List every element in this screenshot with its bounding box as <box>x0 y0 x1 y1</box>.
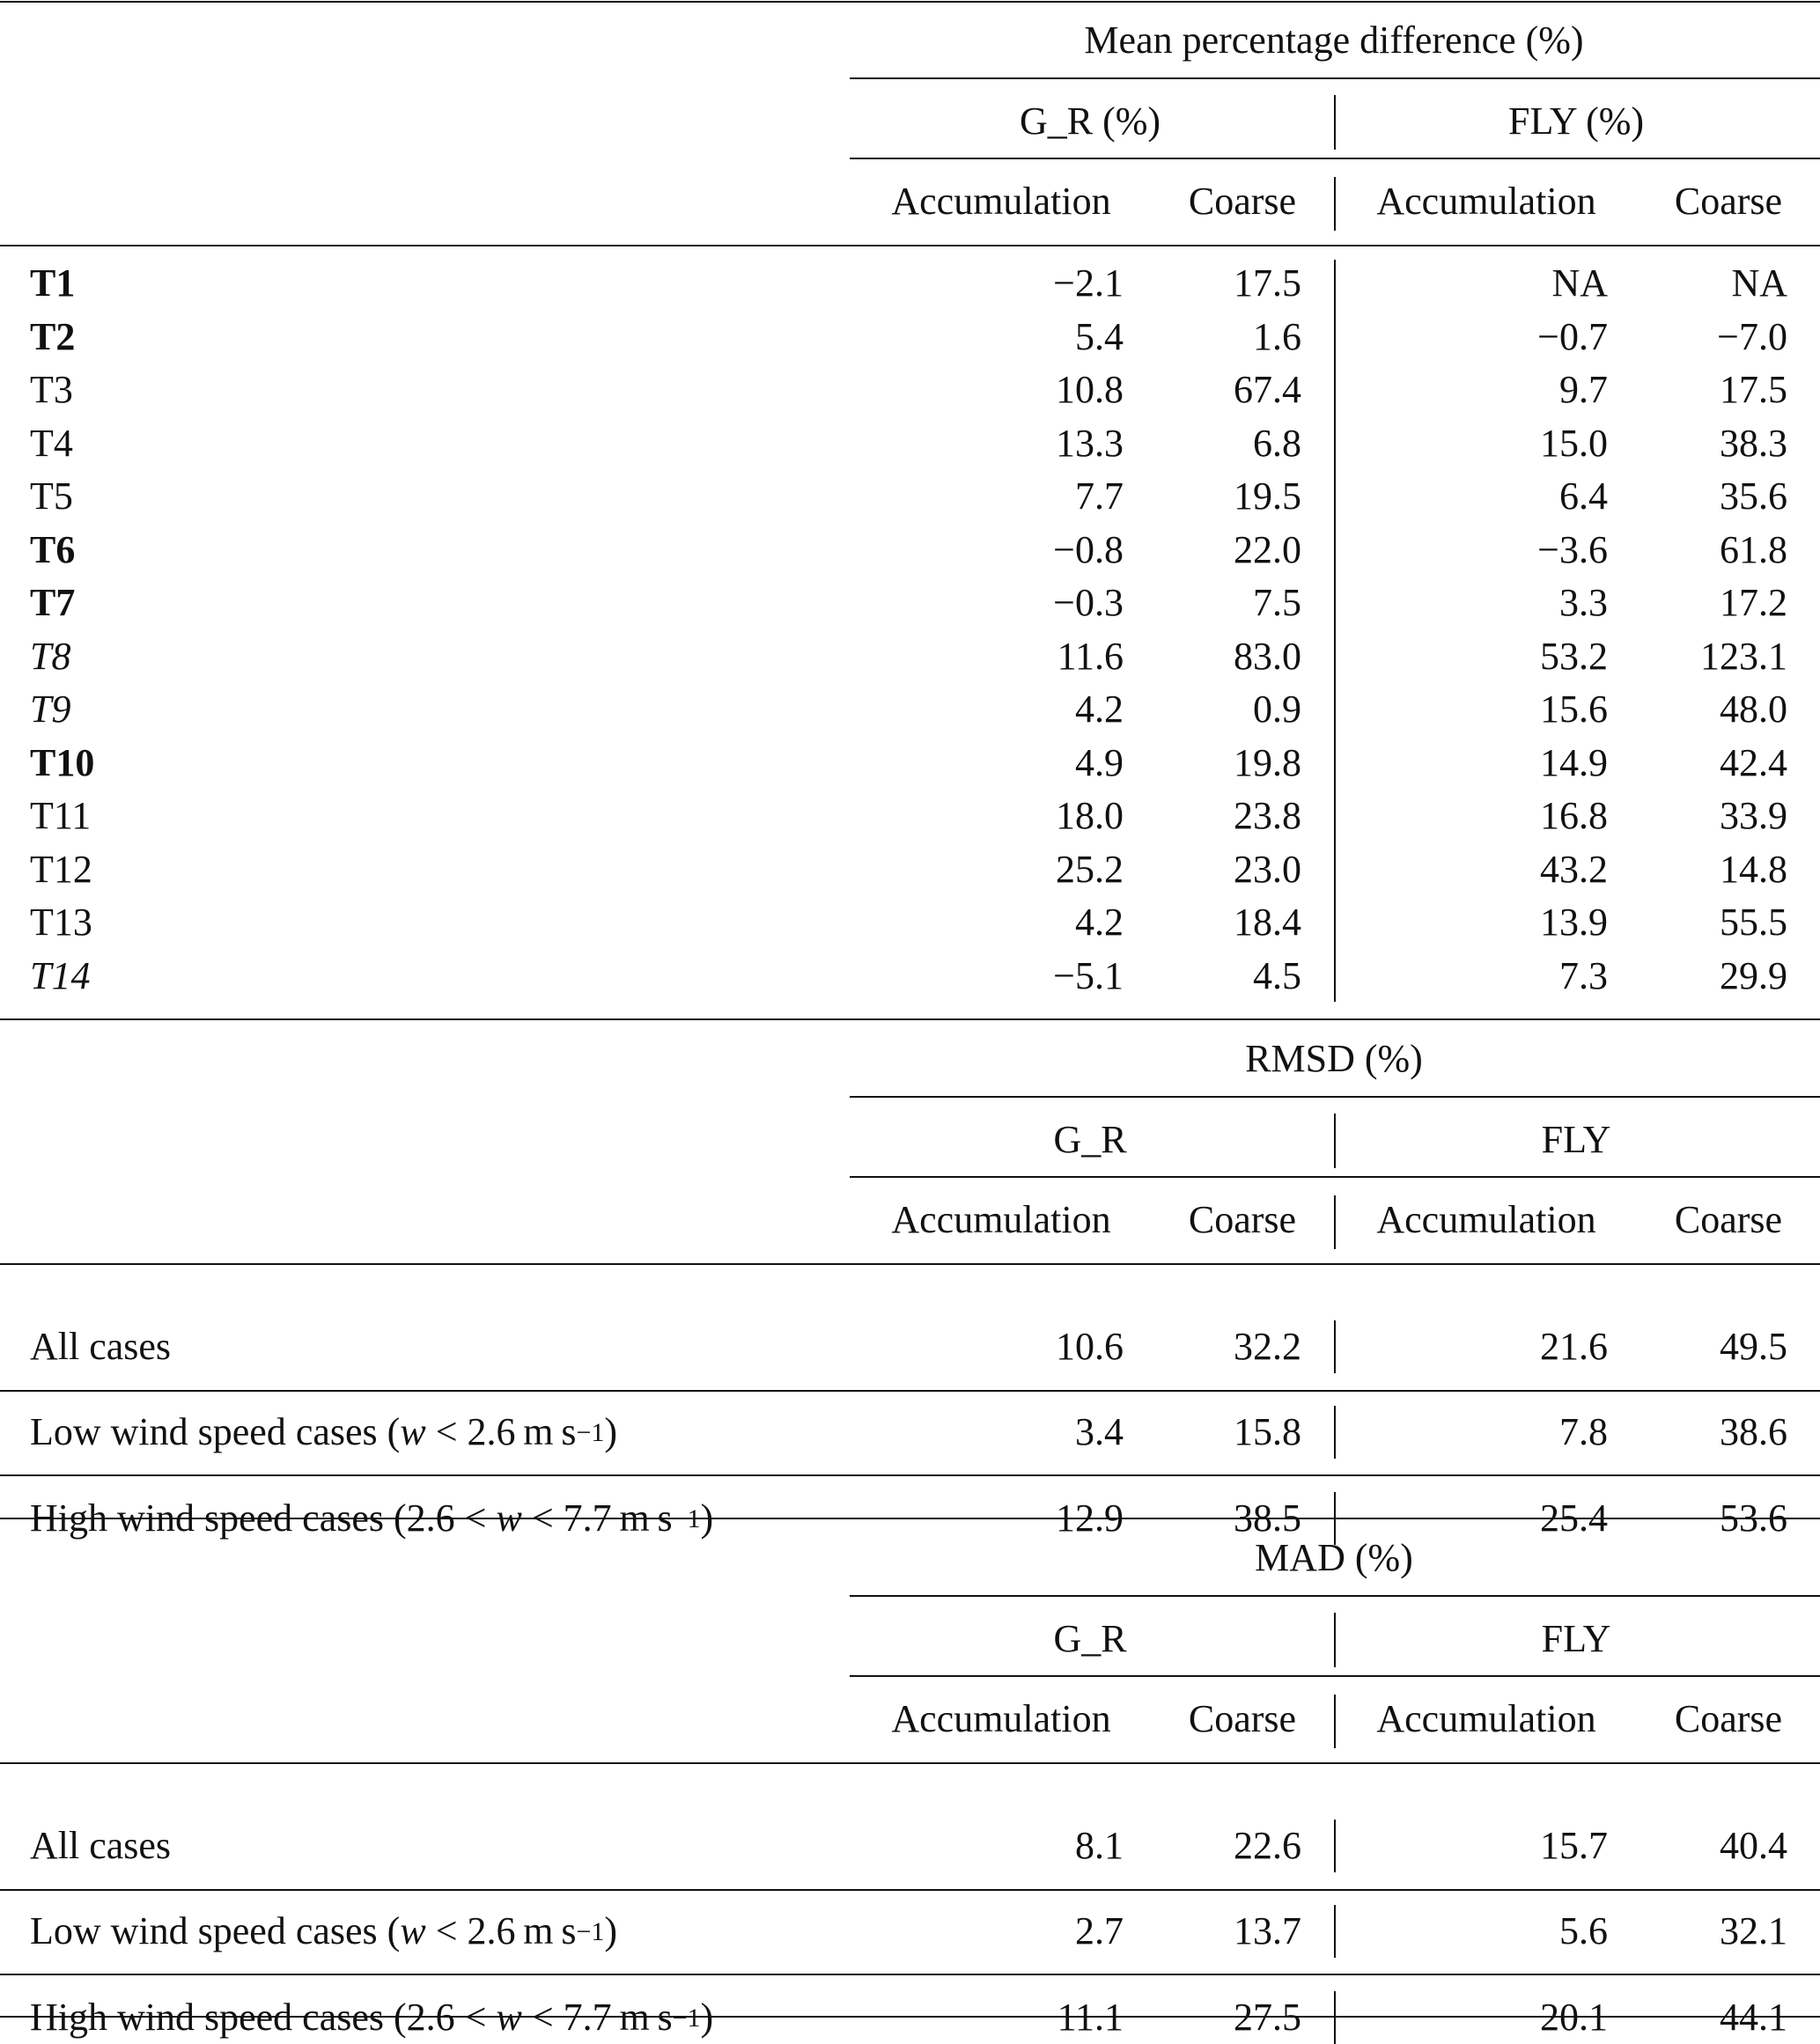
table-cell: 13.3 <box>1056 421 1124 465</box>
table-cell: 6.8 <box>1253 421 1301 465</box>
column-header: Accumulation <box>1376 1198 1596 1241</box>
table-cell: 12.9 <box>1056 1496 1124 1540</box>
table-cell: 8.1 <box>1075 1824 1124 1867</box>
header-bottom-rule <box>0 1762 1820 1764</box>
table-cell: 15.6 <box>1540 687 1608 731</box>
table-cell: 3.4 <box>1075 1410 1124 1453</box>
row-label: All cases <box>30 1325 172 1368</box>
table-cell: 7.5 <box>1253 581 1301 624</box>
table-cell: −2.1 <box>1053 261 1124 305</box>
table-cell: 67.4 <box>1234 368 1301 411</box>
table-cell: 32.1 <box>1720 1909 1787 1952</box>
row-rule <box>0 1474 1820 1476</box>
table-cell: 27.5 <box>1234 1996 1301 2039</box>
table-cell: 18.4 <box>1234 901 1301 944</box>
row-label: All cases <box>30 1824 172 1867</box>
row-label: T12 <box>30 847 92 891</box>
row-label: T10 <box>30 740 95 784</box>
column-divider <box>1334 1406 1336 1459</box>
table-cell: NA <box>1551 261 1608 305</box>
column-header: Coarse <box>1188 180 1297 223</box>
column-header: Coarse <box>1188 1198 1297 1241</box>
table-cell: 13.7 <box>1234 1909 1301 1952</box>
table-cell: 1.6 <box>1253 314 1301 358</box>
table-cell: 7.7 <box>1075 474 1124 518</box>
column-header: Accumulation <box>1376 180 1596 223</box>
table-cell: 4.2 <box>1075 687 1124 731</box>
table-cell: 20.1 <box>1540 1996 1608 2039</box>
table-cell: 0.9 <box>1253 687 1301 731</box>
table-cell: 48.0 <box>1720 687 1787 731</box>
column-header: Coarse <box>1674 180 1783 223</box>
row-label: T13 <box>30 901 92 944</box>
table-cell: 18.0 <box>1056 794 1124 837</box>
column-header: Accumulation <box>891 1697 1111 1740</box>
row-label: T5 <box>30 474 73 518</box>
table-cell: 5.6 <box>1559 1909 1608 1952</box>
group-header: FLY (%) <box>1507 99 1645 143</box>
table-cell: 38.5 <box>1234 1496 1301 1540</box>
table-cell: 44.1 <box>1720 1996 1787 2039</box>
column-divider <box>1334 1195 1336 1249</box>
row-label: T7 <box>30 581 76 624</box>
column-divider <box>1334 1114 1336 1168</box>
row-label: T14 <box>30 953 91 997</box>
table-cell: NA <box>1731 261 1787 305</box>
table-cell: 15.8 <box>1234 1410 1301 1453</box>
row-rule <box>0 1889 1820 1891</box>
row-label: T3 <box>30 368 73 411</box>
table-cell: 53.6 <box>1720 1496 1787 1540</box>
table-cell: 11.1 <box>1057 1996 1124 2039</box>
table-cell: 5.4 <box>1075 314 1124 358</box>
table-cell: −0.3 <box>1053 581 1124 624</box>
table-cell: 25.2 <box>1056 847 1124 891</box>
column-header: Coarse <box>1188 1697 1297 1740</box>
header-rule <box>850 158 1820 159</box>
table-cell: 17.2 <box>1720 581 1787 624</box>
header-rule <box>850 1176 1820 1178</box>
top-rule <box>0 1 1820 3</box>
table-cell: 17.5 <box>1720 368 1787 411</box>
row-label: T9 <box>30 687 71 731</box>
header-bottom-rule <box>0 245 1820 246</box>
row-label: High wind speed cases (2.6 < w < 7.7 m $s^{-1}$) <box>30 1996 714 2039</box>
column-header: Accumulation <box>891 180 1111 223</box>
section-rule <box>0 1518 1820 1519</box>
table-cell: 10.6 <box>1056 1325 1124 1368</box>
table-cell: 25.4 <box>1540 1496 1608 1540</box>
table-cell: 11.6 <box>1057 634 1124 678</box>
row-label: T2 <box>30 314 76 358</box>
table-cell: 23.8 <box>1234 794 1301 837</box>
table-cell: 10.8 <box>1056 368 1124 411</box>
table-cell: 42.4 <box>1720 740 1787 784</box>
table-cell: −7.0 <box>1717 314 1787 358</box>
table-cell: 7.8 <box>1559 1410 1608 1453</box>
header-rule <box>850 1595 1820 1597</box>
group-header: G_R <box>1053 1118 1127 1161</box>
table-cell: 6.4 <box>1559 474 1608 518</box>
table-cell: 43.2 <box>1540 847 1608 891</box>
table-cell: 17.5 <box>1234 261 1301 305</box>
header-bottom-rule <box>0 1263 1820 1265</box>
group-header: G_R (%) <box>1019 99 1161 143</box>
column-divider <box>1334 1905 1336 1958</box>
table-cell: 9.7 <box>1559 368 1608 411</box>
row-label: Low wind speed cases (w < 2.6 m $s^{-1}$) <box>30 1410 618 1453</box>
table-cell: 19.8 <box>1234 740 1301 784</box>
column-header: Accumulation <box>891 1198 1111 1241</box>
table-cell: −0.7 <box>1537 314 1608 358</box>
table-cell: −3.6 <box>1537 527 1608 571</box>
column-divider <box>1334 1991 1336 2044</box>
table-cell: 49.5 <box>1720 1325 1787 1368</box>
group-header: FLY <box>1541 1617 1611 1660</box>
table-cell: 19.5 <box>1234 474 1301 518</box>
table-cell: 3.3 <box>1559 581 1608 624</box>
section-title: RMSD (%) <box>1245 1037 1423 1080</box>
table-cell: 29.9 <box>1720 953 1787 997</box>
header-rule <box>850 77 1820 79</box>
table-cell: 23.0 <box>1234 847 1301 891</box>
row-rule <box>0 1974 1820 1975</box>
table-cell: 40.4 <box>1720 1824 1787 1867</box>
table-cell: 35.6 <box>1720 474 1787 518</box>
table-cell: 61.8 <box>1720 527 1787 571</box>
table-cell: 4.5 <box>1253 953 1301 997</box>
header-rule <box>850 1096 1820 1098</box>
table-cell: −0.8 <box>1053 527 1124 571</box>
table-cell: −5.1 <box>1053 953 1124 997</box>
column-divider <box>1334 1320 1336 1373</box>
row-label: High wind speed cases (2.6 < w < 7.7 m $s^{-1}$) <box>30 1496 714 1540</box>
table-cell: 15.7 <box>1540 1824 1608 1867</box>
row-rule <box>0 1390 1820 1392</box>
row-label: Low wind speed cases (w < 2.6 m $s^{-1}$) <box>30 1909 618 1952</box>
row-label: T1 <box>30 261 76 305</box>
table-cell: 15.0 <box>1540 421 1608 465</box>
section-title: MAD (%) <box>1255 1536 1413 1579</box>
column-header: Accumulation <box>1376 1697 1596 1740</box>
row-label: T4 <box>30 421 73 465</box>
column-divider <box>1334 95 1336 150</box>
column-divider <box>1334 1820 1336 1872</box>
table-cell: 16.8 <box>1540 794 1608 837</box>
table-cell: 4.9 <box>1075 740 1124 784</box>
column-divider <box>1334 260 1336 1002</box>
table-cell: 21.6 <box>1540 1325 1608 1368</box>
table-cell: 123.1 <box>1700 634 1787 678</box>
column-divider <box>1334 1695 1336 1748</box>
table-cell: 14.9 <box>1540 740 1608 784</box>
table-cell: 14.8 <box>1720 847 1787 891</box>
table-cell: 4.2 <box>1075 901 1124 944</box>
table-cell: 22.6 <box>1234 1824 1301 1867</box>
column-header: Coarse <box>1674 1198 1783 1241</box>
table-cell: 53.2 <box>1540 634 1608 678</box>
row-label: T6 <box>30 527 76 571</box>
section-title: Mean percentage difference (%) <box>1084 18 1584 62</box>
table-cell: 38.3 <box>1720 421 1787 465</box>
table-cell: 7.3 <box>1559 953 1608 997</box>
table-cell: 33.9 <box>1720 794 1787 837</box>
table-cell: 13.9 <box>1540 901 1608 944</box>
row-label: T11 <box>30 794 92 837</box>
column-header: Coarse <box>1674 1697 1783 1740</box>
column-divider <box>1334 177 1336 231</box>
row-label: T8 <box>30 634 71 678</box>
table-cell: 83.0 <box>1234 634 1301 678</box>
section-rule <box>0 1018 1820 1020</box>
group-header: FLY <box>1541 1118 1611 1161</box>
table-cell: 55.5 <box>1720 901 1787 944</box>
header-rule <box>850 1675 1820 1677</box>
column-divider <box>1334 1613 1336 1667</box>
table-cell: 38.6 <box>1720 1410 1787 1453</box>
bottom-rule <box>0 2016 1820 2018</box>
group-header: G_R <box>1053 1617 1127 1660</box>
table-cell: 2.7 <box>1075 1909 1124 1952</box>
table-cell: 32.2 <box>1234 1325 1301 1368</box>
table-cell: 22.0 <box>1234 527 1301 571</box>
